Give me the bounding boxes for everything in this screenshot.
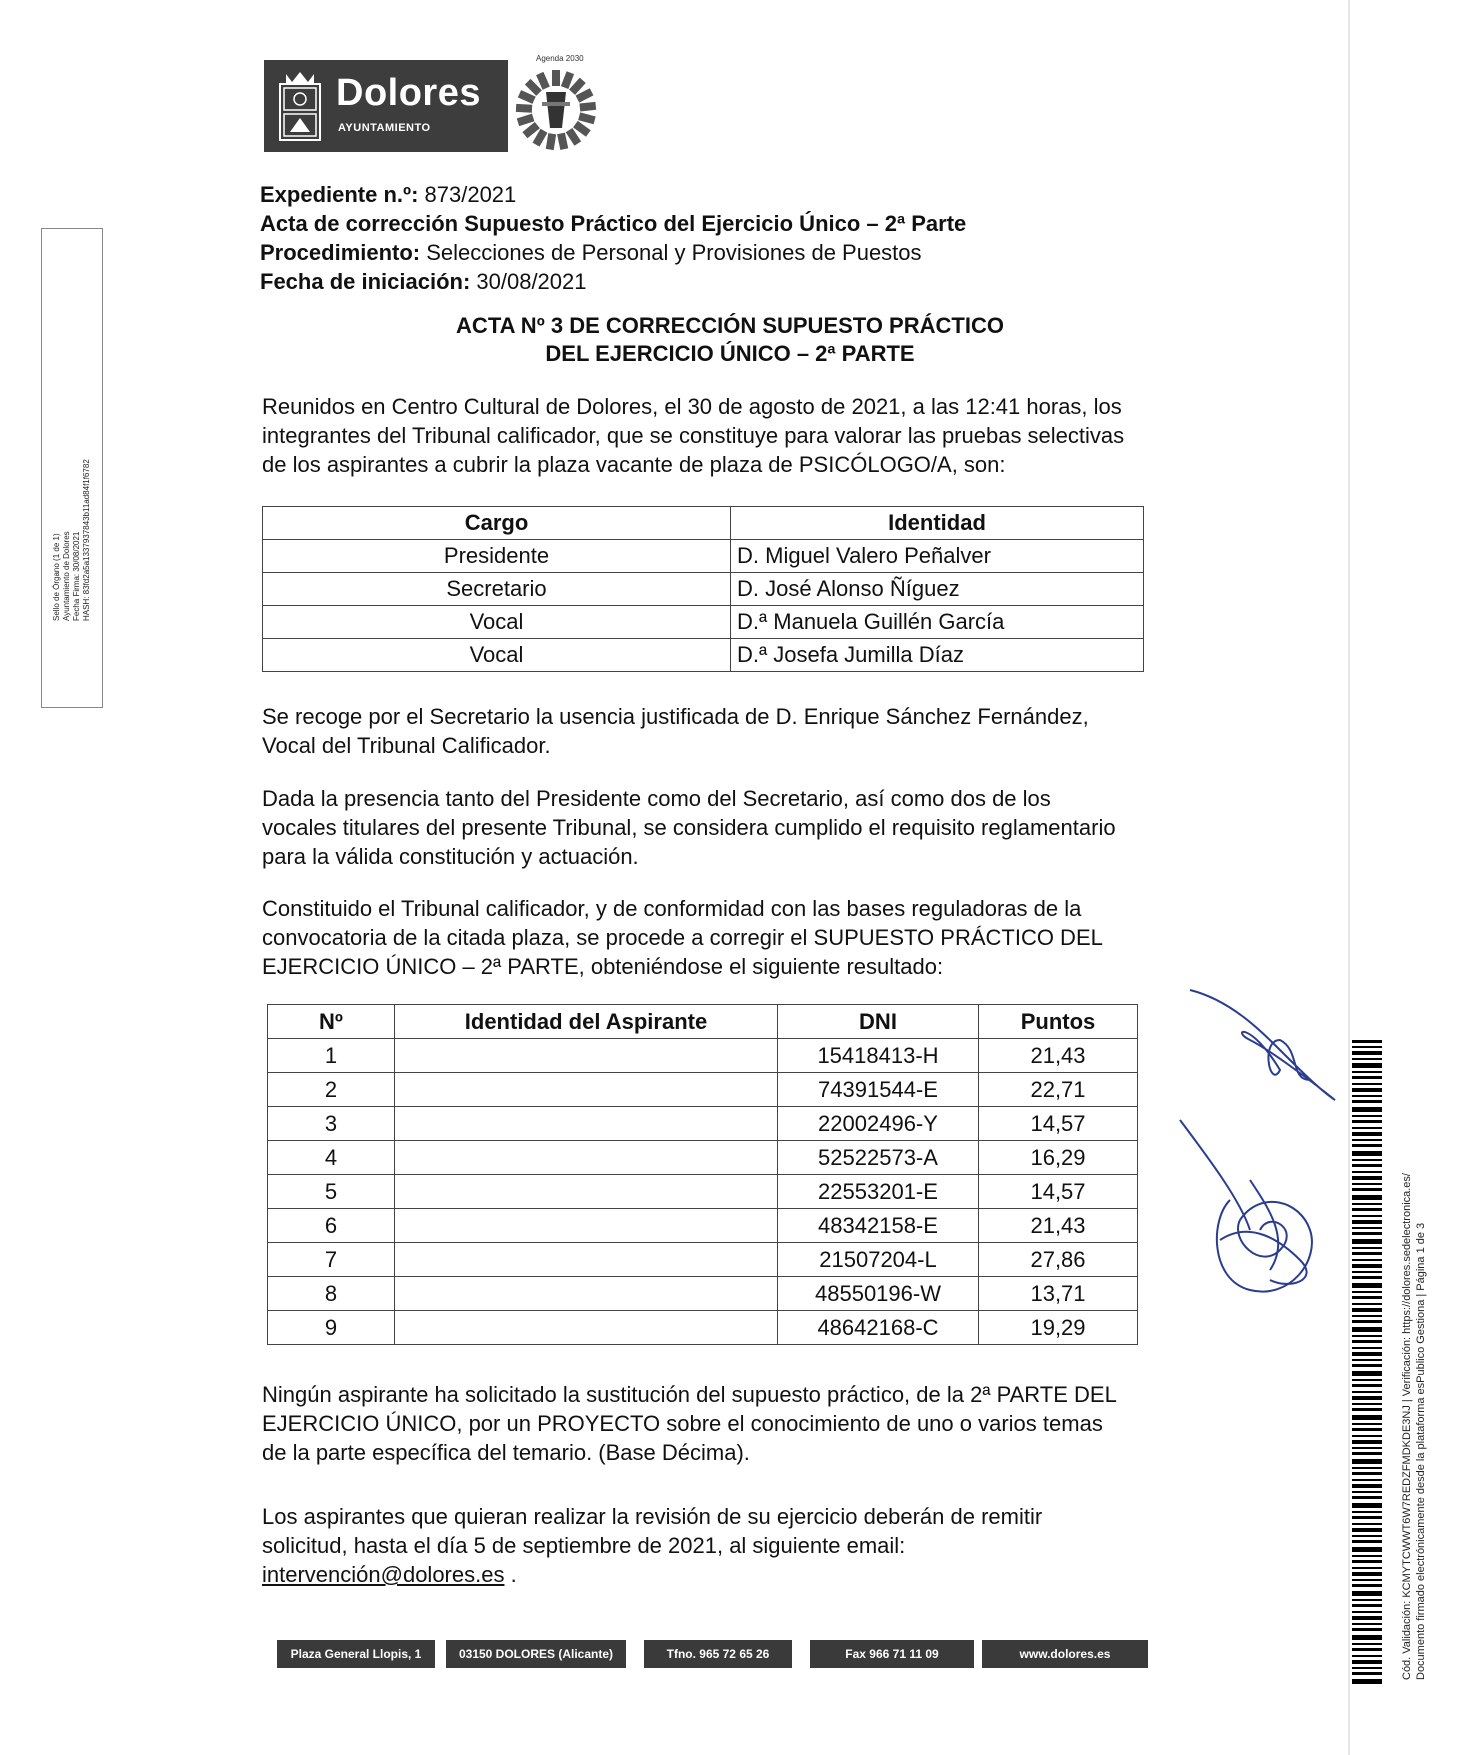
presence-line-1: Dada la presencia tanto del Presidente como del Secretario, así como dos de los	[262, 786, 1051, 811]
points-cell: 19,29	[979, 1311, 1138, 1345]
validation-line-1: Cód. Validación: KCMYTCWWT6W7REDZFMDKDE3NJ | Verificación: https://dolores.sedelectronica.es/	[1401, 1173, 1413, 1680]
intro-line-3: de los aspirantes a cubrir la plaza vacante de plaza de PSICÓLOGO/A, son:	[262, 452, 1006, 477]
expediente-value: 873/2021	[418, 182, 517, 207]
review-email-link[interactable]: intervención@dolores.es	[262, 1562, 505, 1587]
footer-address: Plaza General Llopis, 1	[277, 1640, 435, 1668]
number-cell: 3	[268, 1107, 395, 1141]
dni-cell: 21507204-L	[778, 1243, 979, 1277]
identidad-cell: D. José Alonso Ñíguez	[731, 573, 1144, 606]
table-row	[268, 1107, 1138, 1141]
points-cell: 21,43	[979, 1039, 1138, 1073]
constituted-line-2: convocatoria de la citada plaza, se procede a corregir el SUPUESTO PRÁCTICO DEL	[262, 925, 1103, 950]
table-row	[268, 1073, 1138, 1107]
procedimiento-value: Selecciones de Personal y Provisiones de Puestos	[420, 240, 922, 265]
identity-cell	[395, 1073, 778, 1107]
intro-paragraph	[262, 392, 1202, 479]
identity-cell	[395, 1175, 778, 1209]
organ-seal-stamp	[41, 228, 103, 708]
identity-cell	[395, 1141, 778, 1175]
table-row	[263, 639, 1144, 672]
table-row	[268, 1243, 1138, 1277]
review-paragraph	[262, 1502, 1202, 1589]
dni-cell: 48642168-C	[778, 1311, 979, 1345]
footer-fax: Fax 966 71 11 09	[810, 1640, 974, 1668]
dni-cell: 48342158-E	[778, 1209, 979, 1243]
acta-title-line-2: DEL EJERCICIO ÚNICO – 2ª PARTE	[545, 341, 915, 366]
stamp-line-1: Sello de Órgano (1 de 1)	[52, 533, 61, 621]
identidad-cell: D.ª Manuela Guillén García	[731, 606, 1144, 639]
absence-line-1: Se recoge por el Secretario la usencia justificada de D. Enrique Sánchez Fernández,	[262, 704, 1089, 729]
expediente-label: Expediente n.º:	[260, 182, 419, 207]
table-row	[268, 1039, 1138, 1073]
acta-line: Acta de corrección Supuesto Práctico del Ejercicio Único – 2ª Parte	[260, 211, 967, 236]
review-line-1: Los aspirantes que quieran realizar la revisión de su ejercicio deberán de remitir	[262, 1504, 1043, 1529]
table-row	[268, 1209, 1138, 1243]
stamp-line-2: Ayuntamiento de Dolores	[62, 531, 71, 621]
dni-header: DNI	[778, 1005, 979, 1039]
identity-cell	[395, 1243, 778, 1277]
tribunal-header-row	[263, 507, 1144, 540]
table-row	[263, 540, 1144, 573]
acta-title	[360, 312, 1100, 368]
crest-icon	[278, 70, 322, 142]
points-cell: 16,29	[979, 1141, 1138, 1175]
points-cell: 13,71	[979, 1277, 1138, 1311]
dni-cell: 74391544-E	[778, 1073, 979, 1107]
number-cell: 1	[268, 1039, 395, 1073]
identity-cell	[395, 1107, 778, 1141]
presence-paragraph	[262, 784, 1202, 871]
number-cell: 5	[268, 1175, 395, 1209]
table-row	[263, 606, 1144, 639]
constituted-paragraph	[262, 894, 1202, 981]
footer-phone: Tfno. 965 72 65 26	[644, 1640, 792, 1668]
table-row	[268, 1141, 1138, 1175]
cargo-cell: Vocal	[263, 639, 731, 672]
fecha-label: Fecha de iniciación:	[260, 269, 471, 294]
agenda-label: Agenda 2030	[536, 54, 584, 63]
results-header-row	[268, 1005, 1138, 1039]
table-row	[263, 573, 1144, 606]
points-cell: 21,43	[979, 1209, 1138, 1243]
identidad-cell: D. Miguel Valero Peñalver	[731, 540, 1144, 573]
procedimiento-label: Procedimiento:	[260, 240, 421, 265]
absence-paragraph	[262, 702, 1202, 760]
identity-cell	[395, 1039, 778, 1073]
handwritten-signature	[1170, 980, 1350, 1300]
number-cell: 7	[268, 1243, 395, 1277]
table-row	[268, 1277, 1138, 1311]
logo-subtitle: AYUNTAMIENTO	[338, 122, 431, 134]
validation-line-2: Documento firmado electrónicamente desde la plataforma esPublico Gestiona | Página 1 de 3	[1415, 1222, 1427, 1680]
presence-line-3: para la válida constitución y actuación.	[262, 844, 639, 869]
logo-name: Dolores	[336, 72, 481, 114]
constituted-line-1: Constituido el Tribunal calificador, y de conformidad con las bases reguladoras de la	[262, 896, 1082, 921]
nobody-line-3: de la parte específica del temario. (Base Décima).	[262, 1440, 750, 1465]
footer-postal: 03150 DOLORES (Alicante)	[446, 1640, 626, 1668]
dni-cell: 52522573-A	[778, 1141, 979, 1175]
identity-cell	[395, 1311, 778, 1345]
document-header	[260, 180, 966, 296]
points-header: Puntos	[979, 1005, 1138, 1039]
aspirant-identity-header: Identidad del Aspirante	[395, 1005, 778, 1039]
nobody-line-1: Ningún aspirante ha solicitado la sustitución del supuesto práctico, de la 2ª PARTE DEL	[262, 1382, 1117, 1407]
absence-line-2: Vocal del Tribunal Calificador.	[262, 733, 551, 758]
number-cell: 4	[268, 1141, 395, 1175]
validation-text	[1400, 1080, 1428, 1680]
points-cell: 27,86	[979, 1243, 1138, 1277]
results-table	[267, 1004, 1138, 1345]
intro-line-1: Reunidos en Centro Cultural de Dolores, el 30 de agosto de 2021, a las 12:41 horas, los	[262, 394, 1122, 419]
validation-barcode	[1352, 1040, 1382, 1685]
intro-line-2: integrantes del Tribunal calificador, que se constituye para valorar las pruebas selectivas	[262, 423, 1125, 448]
nobody-line-2: EJERCICIO ÚNICO, por un PROYECTO sobre el conocimiento de uno o varios temas	[262, 1411, 1103, 1436]
points-cell: 14,57	[979, 1175, 1138, 1209]
table-row	[268, 1175, 1138, 1209]
agenda-2030-wheel-icon	[510, 54, 602, 154]
number-cell: 6	[268, 1209, 395, 1243]
tribunal-table	[262, 506, 1144, 672]
points-cell: 14,57	[979, 1107, 1138, 1141]
points-cell: 22,71	[979, 1073, 1138, 1107]
cargo-cell: Vocal	[263, 606, 731, 639]
identidad-cell: D.ª Josefa Jumilla Díaz	[731, 639, 1144, 672]
acta-title-line-1: ACTA Nº 3 DE CORRECCIÓN SUPUESTO PRÁCTICO	[456, 313, 1004, 338]
number-header: Nº	[268, 1005, 395, 1039]
number-cell: 8	[268, 1277, 395, 1311]
review-line-2: solicitud, hasta el día 5 de septiembre de 2021, al siguiente email:	[262, 1533, 906, 1558]
number-cell: 9	[268, 1311, 395, 1345]
dni-cell: 22002496-Y	[778, 1107, 979, 1141]
dni-cell: 15418413-H	[778, 1039, 979, 1073]
dni-cell: 48550196-W	[778, 1277, 979, 1311]
dni-cell: 22553201-E	[778, 1175, 979, 1209]
stamp-line-3: Fecha Firma: 30/08/2021	[72, 531, 81, 621]
constituted-line-3: EJERCICIO ÚNICO – 2ª PARTE, obteniéndose el siguiente resultado:	[262, 954, 944, 979]
identidad-header: Identidad	[731, 507, 1144, 540]
nobody-paragraph	[262, 1380, 1202, 1467]
review-trailing-dot: .	[504, 1562, 517, 1587]
number-cell: 2	[268, 1073, 395, 1107]
cargo-cell: Secretario	[263, 573, 731, 606]
cargo-header: Cargo	[263, 507, 731, 540]
footer-web[interactable]: www.dolores.es	[982, 1640, 1148, 1668]
presence-line-2: vocales titulares del presente Tribunal, se considera cumplido el requisito reglamentario	[262, 815, 1116, 840]
fecha-value: 30/08/2021	[470, 269, 587, 294]
identity-cell	[395, 1209, 778, 1243]
stamp-line-4: HASH: 83fd2a5a1337937843b11ad84f1f6782	[82, 459, 91, 621]
page-edge	[1348, 0, 1350, 1755]
identity-cell	[395, 1277, 778, 1311]
cargo-cell: Presidente	[263, 540, 731, 573]
table-row	[268, 1311, 1138, 1345]
dolores-logo	[264, 60, 508, 152]
